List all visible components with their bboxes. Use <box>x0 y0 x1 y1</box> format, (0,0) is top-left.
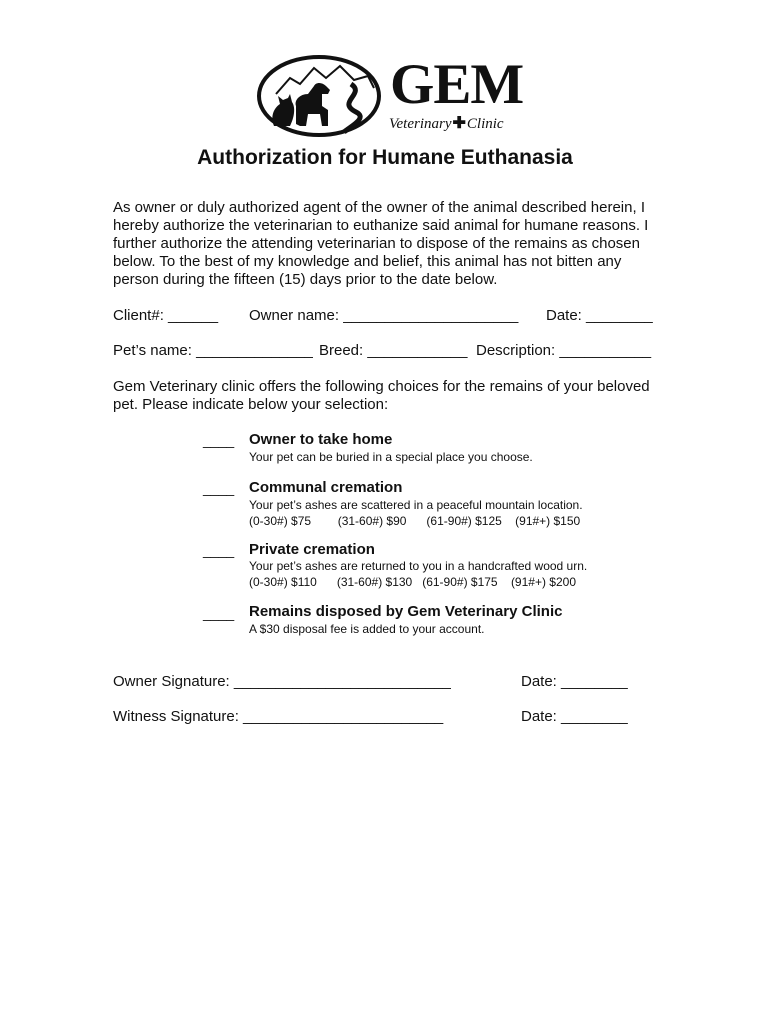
option-private-cremation-blank[interactable]: ____ <box>203 542 235 558</box>
paragraph-line: below. To the best of my knowledge and belief, this animal has not bitten any <box>113 253 622 270</box>
option-private-cremation-desc <box>249 558 587 590</box>
option-disposal-blank[interactable]: ____ <box>203 605 235 621</box>
date-field[interactable]: Date: ________ <box>546 307 653 324</box>
description-field[interactable]: Description: ___________ <box>476 342 652 359</box>
option-communal-cremation-desc <box>249 497 583 529</box>
client-number-field[interactable]: Client#: ______ <box>113 307 219 324</box>
paragraph-line: hereby authorize the veterinarian to euthanize said animal for humane reasons. I <box>113 217 649 234</box>
option-communal-cremation-blank[interactable]: ____ <box>203 480 235 496</box>
witness-signature-field[interactable]: Witness Signature: ________________________ <box>113 708 444 725</box>
witness-signature-date-field[interactable]: Date: ________ <box>521 708 628 725</box>
option-disposal-desc <box>249 621 485 637</box>
option-disposal-title: Remains disposed by Gem Veterinary Clinic <box>249 603 563 620</box>
option-price-line: (0-30#) $110 (31-60#) $130 (61-90#) $175 (91#+) $200 <box>249 575 576 589</box>
medical-cross-icon: ✚ <box>452 115 466 132</box>
option-desc-line: Your pet’s ashes are returned to you in a handcrafted wood urn. <box>249 559 588 573</box>
option-private-cremation-title: Private cremation <box>249 541 375 558</box>
logo-subtitle <box>389 113 504 133</box>
option-price-line: (0-30#) $75 (31-60#) $90 (61-90#) $125 (91#+) $150 <box>249 514 581 528</box>
option-owner-home-blank[interactable]: ____ <box>203 432 235 448</box>
owner-signature-field[interactable]: Owner Signature: __________________________ <box>113 673 451 690</box>
option-owner-home-title: Owner to take home <box>249 431 393 448</box>
paragraph-line: Gem Veterinary clinic offers the following choices for the remains of your beloved <box>113 378 650 395</box>
owner-signature-date-field[interactable]: Date: ________ <box>521 673 628 690</box>
option-desc-line: Your pet can be buried in a special place you choose. <box>249 450 533 464</box>
pet-name-field[interactable]: Pet’s name: ______________ <box>113 342 313 359</box>
breed-field[interactable]: Breed: ____________ <box>319 342 468 359</box>
option-communal-cremation-title: Communal cremation <box>249 479 403 496</box>
option-desc-line: Your pet’s ashes are scattered in a peaceful mountain location. <box>249 498 583 512</box>
option-desc-line: A $30 disposal fee is added to your account. <box>249 622 485 636</box>
paragraph-line: As owner or duly authorized agent of the owner of the animal described herein, I <box>113 199 645 216</box>
paragraph-line: person during the fifteen (15) days prior to the date below. <box>113 271 498 288</box>
authorization-paragraph <box>113 199 673 289</box>
paragraph-line: pet. Please indicate below your selection: <box>113 396 389 413</box>
page-title: Authorization for Humane Euthanasia <box>197 146 573 169</box>
logo-subtitle-left: Veterinary <box>389 116 452 132</box>
owner-name-field[interactable]: Owner name: _____________________ <box>249 307 519 324</box>
logo-wordmark: GEM <box>390 53 524 116</box>
option-owner-home-desc <box>249 449 533 465</box>
choices-paragraph <box>113 378 650 414</box>
paragraph-line: further authorize the attending veterinarian to dispose of the remains as chosen <box>113 235 640 252</box>
logo-subtitle-right: Clinic <box>466 116 504 132</box>
